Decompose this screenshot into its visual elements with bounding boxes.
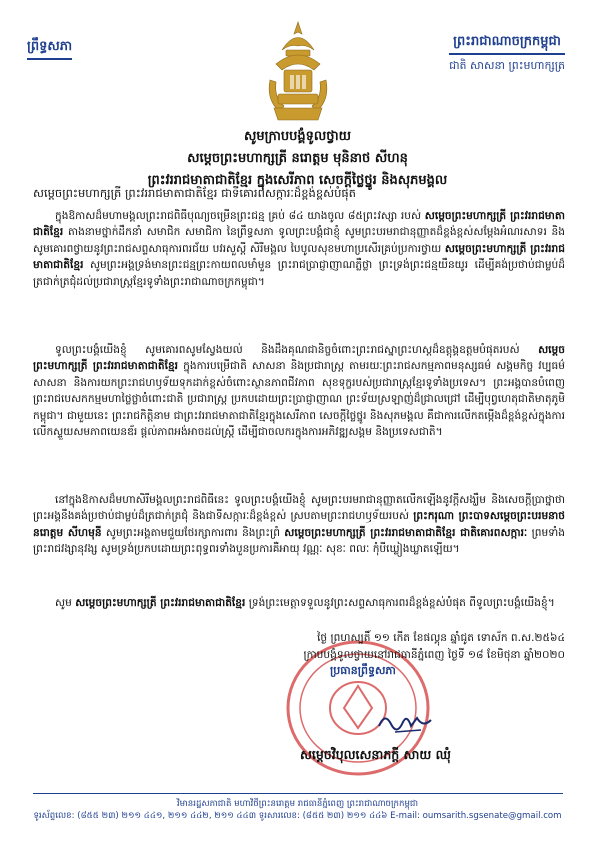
footer-divider [33, 793, 563, 794]
solar-date: ក្រាបបង្គំទូលថ្វាយនៅរាជធានីភ្នំពេញ ថ្ងៃទី ១៨ ខែមិថុនា ឆ្នាំ២០២០ [303, 648, 565, 661]
date-block [205, 630, 565, 663]
footer-contacts: ទូរស័ព្ទលេខ: (៨៥៥ ២៣) ២១១ ៤៤១, ២១១ ៤៤២, ២១១ ៤៤៣ ទូរសារលេខ: (៨៥៥ ២៣) ២១១ ៤៤៦ E-mail: oumsarith.sgsenate@gmail.com [33, 811, 562, 821]
lunar-date: ថ្ងៃ ព្រហស្បតិ៍ ១១ កើត ខែផល្គុន ឆ្នាំជូត ទោស័ក ព.ស.២៥៦៤ [317, 632, 565, 644]
letter-footer [0, 798, 595, 822]
paragraph-2: ទូលព្រះបង្គំយើងខ្ញុំ សូមគោរពសូមស្វែងយល់ និងដឹងគុណជានិច្ចចំពោះព្រះរាជស្នាព្រះហស្ដដ៏ឧត្ដុង្គឧត្ដមបំផុតរបស់ សម្តេចព្រះមហាក្សត្រី ព្រះវររាជមាតាជាតិខ្មែរ ក្នុងការបម្រើជាតិ សាសនា និងប្រជារាស្ត្រ តាមរយៈព្រះរាជសកម្មភាពមនុស្សធម៌ សង្គមកិច្ច វប្បធម៌ សាសនា និងការយកព្រះរាជហឫទ័យទុកដាក់ខ្ពស់ចំពោះស្ថានភាពជីវភាព សុខទុក្ខរបស់ប្រជារាស្ត្រខ្មែរទូទាំងប្រទេស។ ព្រះអង្គបានបំពេញព្រះរាជបេសកកម្មមហាថ្លៃថ្លាចំពោះជាតិ ប្រជារាស្ត្រ ប្រកបដោយព្រះប្រាជ្ញាញាណ ព្រះទ័យស្រឡាញ់ដ៏ជ្រាលជ្រៅ ដើម្បីបុព្វហេតុជាតិមាតុភូមិកម្ពុជា។ ជាមួយនេះ ព្រះរាជកិត្តិនាម ជាព្រះវររាជមាតាជាតិខ្មែរក្នុងសេរីភាព សេចក្តីថ្លៃថ្នូរ និងសុភមង្គល គឺជាការលើកតម្កើងដ៏ខ្ពង់ខ្ពស់ក្នុងការលើកស្ទួយសមភាពយេនឌ័រ ផ្តល់ភាពអង់អាចដល់ស្ត្រី ដើម្បីជាចលករក្នុងការអភិវឌ្ឍសង្គម និងប្រទេសជាតិ។ [33, 344, 565, 439]
paragraph-1: ក្នុងឱកាសដ៏មហាមង្គលព្រះរាជពិធីបុណ្យចម្រើនព្រះជន្ម គ្រប់ ៨៤ យាងចូល ៨៥ព្រះវស្សា របស់ សម្តេចព្រះមហាក្សត្រី ព្រះវររាជមាតាជាតិខ្មែរ តាងនាមថ្នាក់ដឹកនាំ សមាជិក សមាជិកា នៃព្រឹទ្ធសភា ទូលព្រះបង្គំជាខ្ញុំ សូមព្រះបរមរាជានុញ្ញាតដ៏ខ្ពង់ខ្ពស់សម្តែងអំណរសាទរ និងសូមគោរពថ្វាយនូវព្រះរាជសព្ទសាធុការពរជ័យ បវរសួស្តី សិរីមង្គល បៃបូលសុខមហាប្រសើរគ្រប់ប្រការថ្វាយ សម្តេចព្រះមហាក្សត្រី ព្រះវររាជមាតាជាតិខ្មែរ សូមព្រះអង្គទ្រង់មានព្រះជន្មព្រះកាយពលមាំមួន ព្រះរាជប្រាជ្ញាញាណភ្លឺថ្លា ព្រះទ្រង់ព្រះជន្មយឺនយូរ ដើម្បីគង់ប្រថាប់ជាម្លប់ដ៏ត្រជាក់ត្រជុំដល់ប្រជារាស្ត្រខ្មែរទូទាំងព្រះរាជាណាចក្រកម្ពុជា។ [33, 210, 565, 288]
national-motto: ជាតិ សាសនា ព្រះមហាក្សត្រ [449, 59, 565, 72]
title-line-2: សម្តេចព្រះមហាក្សត្រី នរោត្តម មុនិនាថ សីហនុ [187, 151, 408, 166]
signatory-name: សម្តេចវិបុលសេនាភក្តី សាយ ឈុំ [300, 747, 451, 762]
kingdom-name: ព្រះរាជាណាចក្រកម្ពុជា [449, 33, 565, 55]
title-line-3: ព្រះវររាជមាតាជាតិខ្មែរ ក្នុងសេរីភាព សេចក្តីថ្លៃថ្នូរ និងសុភមង្គល [147, 173, 448, 188]
kingdom-header [449, 33, 565, 75]
title-line-1: សូមក្រាបបង្គំទូលថ្វាយ [243, 129, 352, 144]
senate-emblem-icon [262, 20, 334, 124]
signatory-position: ប្រធានព្រឹទ្ធសភា [330, 664, 396, 677]
paragraph-3: នៅក្នុងឱកាសដ៏មហាសិរីមង្គលព្រះរាជពិធីនេះ ទូលព្រះបង្គំយើងខ្ញុំ សូមព្រះបរមរាជានុញ្ញាតលើកឡើងនូវក្តីសង្ឃឹម និងសេចក្តីប្រាថ្នាថា ព្រះអង្គនឹងគង់ប្រថាប់ជាម្លប់ដ៏ត្រជាក់ត្រជុំ និងជាទីសក្ការៈដ៏ខ្ពង់ខ្ពស់ ស្របតាមព្រះរាជហឫទ័យរបស់ ព្រះករុណា ព្រះបាទសម្តេចព្រះបរមនាថ នរោត្តម សីហមុនី សូមព្រះអង្គតាមជួយថែរក្សាការពារ និងព្រះព្រំ សម្តេចព្រះមហាក្សត្រី ព្រះវររាជមាតាជាតិខ្មែរ ជាតិគោរពសក្ការៈ ព្រមទាំងព្រះរាជវង្សានុវង្ស សូមទ្រង់ប្រកបដោយព្រះពុទ្ធពរទាំងបួនប្រការគឺអាយុ វណ្ណៈ សុខៈ ពលៈ កុំបីឃ្លៀងឃ្លាតឡើយ។ [33, 494, 565, 556]
paragraph-4: សូម សម្តេចព្រះមហាក្សត្រី ព្រះវររាជមាតាជាតិខ្មែរ ទ្រង់ព្រះមេត្តាទទួលនូវព្រះសព្ទសាធុការពរដ៏ខ្ពង់ខ្ពស់បំផុត ពីទូលព្រះបង្គំយើងខ្ញុំ។ [55, 597, 555, 609]
signature-icon [375, 706, 435, 738]
footer-address: វិមានរដ្ឋសភាជាតិ មហាវិថីព្រះនរោត្តម រាជធានីភ្នំពេញ ព្រះរាជាណាចក្រកម្ពុជា [176, 799, 419, 809]
senate-label: ព្រឹទ្ធសភា [27, 38, 72, 60]
address-title [0, 128, 595, 191]
salutation: សម្តេចព្រះមហាក្សត្រី ព្រះវររាជមាតាជាតិខ្មែរ ជាទីគោរពសក្ការៈដ៏ខ្ពង់ខ្ពស់បំផុត [33, 186, 356, 200]
